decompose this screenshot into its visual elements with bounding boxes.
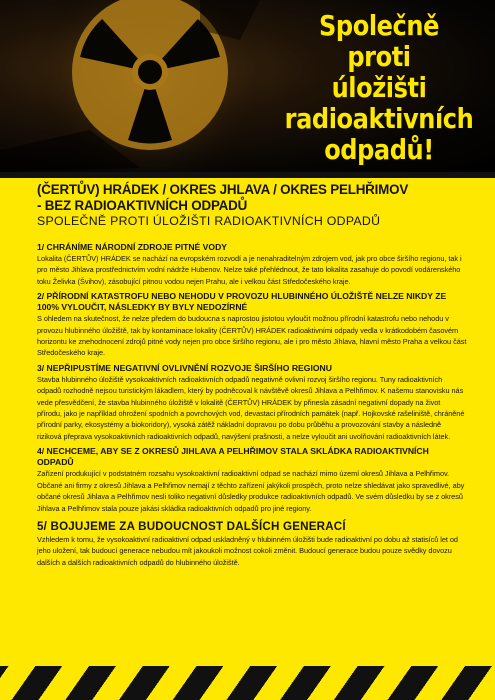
leaflet-title bbox=[37, 182, 467, 214]
headline-line: odpadů! bbox=[324, 133, 434, 166]
header-banner bbox=[0, 0, 495, 172]
section-heading: 2/ PŘÍRODNÍ KATASTROFU NEBO NEHODU V PROVOZU HLUBINNÉHO ÚLOŽIŠTĚ NELZE NIKDY ZE 100% VYLOUČIT, NÁSLEDKY BY BYLY NEDOZÍRNÉ bbox=[37, 291, 447, 313]
section-body: Vzhledem k tomu, že vysokoaktivní radioaktivní odpad uskladněný v hlubinném úložišti bude radioaktivní po dobu až statisíců let od jeho uložení, tak budoucí generace nebudou mít jakoukoli možnost cokoli změnit. Budoucí generace budou pouze svědky dovozu dalších a dalších radioaktivních odpadů do hlubinného úložiště. bbox=[37, 534, 458, 567]
section-body: Zařízení produkující v podstatném rozsahu vysokoaktivní radioaktivní odpad se nachází mimo území okresů Jihlava a Pelhřimov. Občané ani firmy z okresů Jihlava a Pelhřimov nemají z těchto zařízení jakýkoli prospěch, proto nelze shledávat jako spravedlivé, aby občané okresů Jihlava a Pelhřimov nesli toliko negativní důsledky produkce radioaktivních odpadů. Ve svém důsledku by se z okresů Jihlava a Pelhřimov stala pouze jakási skládka radioaktivních odpadů pro jiné regiony. bbox=[37, 469, 465, 513]
leaflet-content bbox=[37, 182, 467, 568]
headline-line: radioaktivních bbox=[284, 102, 474, 135]
title-line: - BEZ RADIOAKTIVNÍCH ODPADŮ bbox=[37, 198, 248, 213]
section-heading: 1/ CHRÁNÍME NÁRODNÍ ZDROJE PITNÉ VODY bbox=[37, 242, 228, 252]
divider-bar bbox=[0, 172, 495, 178]
section-heading: 5/ BOJUJEME ZA BUDOUCNOST DALŠÍCH GENERACÍ bbox=[37, 519, 346, 533]
section-heading: 4/ NECHCEME, ABY SE Z OKRESŮ JIHLAVA A PELHŘIMOV STALA SKLÁDKA RADIOAKTIVNÍCH ODPADŮ bbox=[37, 446, 429, 468]
title-line: (ČERTŮV) HRÁDEK / OKRES JHLAVA / OKRES PELHŘIMOV bbox=[37, 182, 409, 197]
headline bbox=[284, 10, 475, 165]
section-body: Lokalita (ČERTŮV) HRÁDEK se nachází na evropském rozvodí a je nenahraditelným zdrojem vod, jak pro obce širšího regionu, tak i pro město Jihlava prostřednictvím vodní nádrže Hubenov. Nelze také přehlédnout, že tato lokalita zasahuje do povodí vodárenského toku Želivka (Švihov), zásobující pitnou vodou nejen Prahu, ale i velkou část Středočeského kraje. bbox=[37, 254, 462, 286]
section-heading: 3/ NEPŘIPUSTÍME NEGATIVNÍ OVLIVNĚNÍ ROZVOJE ŠIRŠÍHO REGIONU bbox=[37, 362, 332, 373]
leaflet-subtitle: SPOLEČNĚ PROTI ÚLOŽIŠTI RADIOAKTIVNÍCH ODPADŮ bbox=[37, 214, 381, 228]
hazard-stripe-border bbox=[0, 666, 495, 700]
headline-line: Společně proti bbox=[318, 9, 440, 73]
headline-line: úložišti bbox=[331, 71, 427, 104]
section-body: S ohledem na skutečnost, že nelze předem do budoucna s naprostou jistotou vyloučit možnou přírodní katastrofu nebo nehodu v provozu hlubinného úložiště, tak by kontaminace lokality (ČERTŮV) HRÁDEK radioaktivními odpady vedla v krátkodobém časovém horizontu ke znehodnocení zdrojů pitné vody nejen pro obce širšího regionu, ale i pro město Jihlava, hlavní město Praha a velkou část Středočeského kraje. bbox=[37, 314, 467, 358]
section-body: Stavba hlubinného úložiště vysokoaktivních radioaktivních odpadů negativně ovlivní rozvoj širšího regionu. Tuny radioaktivních odpadů rozhodně nejsou turistickým lákadlem, který by podněcoval k návštěvě okresů Jihlava a Pelhřimov. K našemu stanovisku nás vede přesvědčení, že stavba hlubinného úložiště v lokalitě (ČERTŮV) HRÁDEK by přinesla zásadní negativní dopady na život přírodu, jako je například ohrožení spodních a povrchových vod, devastaci přírodních památek (např. Hojkovské rašeliniště, chráněné přírodní parky, ekosystémy a biokoridory), vysoká zátěž nákladní dopravou po dobu průběhu a provozování stavby a následně riziková přeprava vysokoaktivních radioaktivních odpadů, navýšení prašnosti, a nelze vyloučit ani uvolňování radioaktivních látek. bbox=[37, 374, 465, 441]
